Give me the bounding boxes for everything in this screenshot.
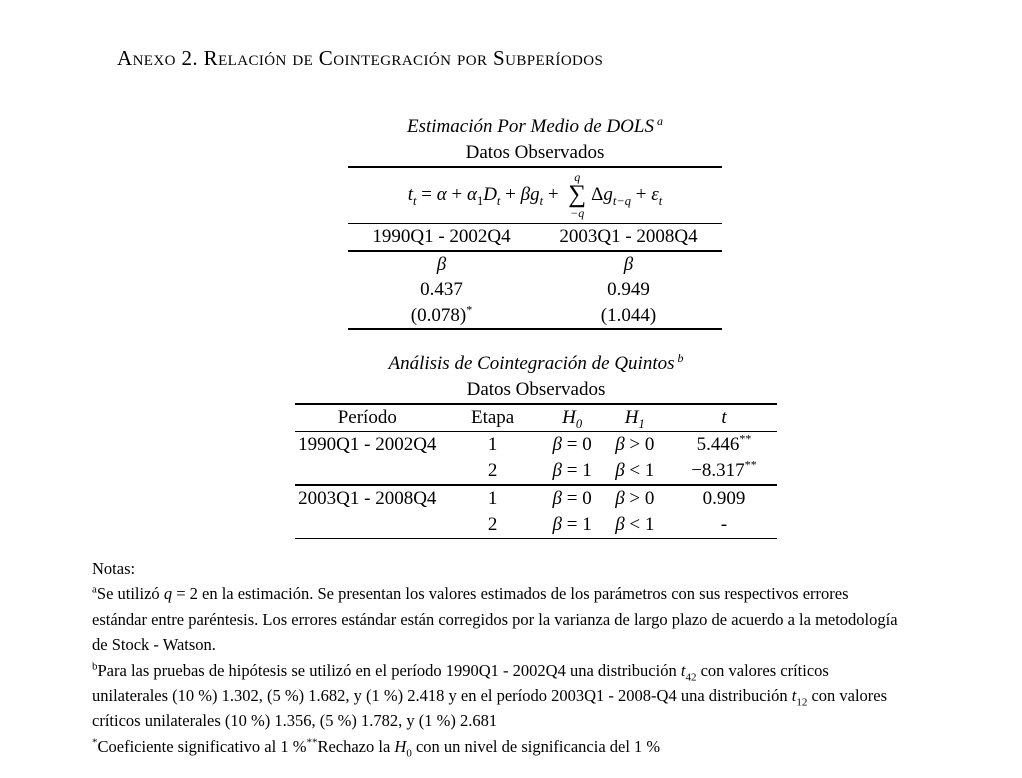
cell-t-stat: 0.909 (702, 487, 746, 509)
cell-period (295, 512, 440, 538)
beta-label: β (623, 253, 634, 275)
quintos-title-text: Análisis de Cointegración de Quintos (388, 353, 675, 374)
dols-equation (348, 168, 722, 223)
col-header-t: t (721, 406, 727, 428)
page-title: Anexo 2. Relación de Cointegración por Subperíodos (117, 46, 604, 70)
dols-table (348, 114, 722, 330)
note-a-line2: estándar entre paréntesis. Los errores estándar están corregidos por la varianza de largo plazo de acuerdo a la metodología (92, 609, 898, 629)
period-header: 2003Q1 - 2008Q4 (559, 226, 698, 247)
std-error-value: (1.044) (600, 304, 657, 326)
cell-t-stat: 5.446** (696, 431, 752, 455)
parameter-row (348, 252, 722, 278)
note-b-line3: críticos unilaterales (10 %) 1.356, (5 %) 1.782, y (1 %) 2.681 (92, 711, 498, 731)
dols-title-text: Estimación Por Medio de DOLS (407, 116, 654, 137)
note-b-line2: unilaterales (10 %) 1.302, (5 %) 1.682, y (1 %) 2.418 y en el período 2003Q1 - 2008-Q4 una distribución $t_{12}$ con valores (92, 686, 888, 709)
notes-section (92, 556, 1002, 759)
math-token: $\Delta g_{t-q} + \varepsilon_t$ (591, 184, 663, 208)
note-b-line1: $^b$Para las pruebas de hipótesis se utilizó en el período 1990Q1 - 2002Q4 una distribución $t_{42}$ con valores críticos (92, 660, 829, 683)
cell-etapa: 2 (487, 460, 498, 481)
cell-etapa: 1 (487, 434, 498, 455)
col-header-periodo: Período (337, 406, 397, 428)
beta-label: β (436, 253, 447, 275)
cell-h0: β = 0 (552, 434, 592, 455)
cell-h1: β > 0 (615, 487, 655, 509)
cell-etapa: 2 (487, 513, 498, 535)
cell-t-stat: −8.317** (691, 457, 757, 481)
cell-h1: β < 1 (615, 460, 655, 481)
cell-period: 2003Q1 - 2008Q4 (298, 487, 437, 509)
cell-etapa: 1 (487, 487, 498, 509)
footnote-marker-b: b (677, 350, 684, 365)
period-header: 1990Q1 - 2002Q4 (372, 226, 511, 247)
cell-h1: β < 1 (615, 513, 655, 535)
cell-t-stat: - (720, 513, 728, 535)
col-header-etapa: Etapa (470, 406, 515, 428)
dols-table-title (348, 114, 722, 139)
table-row (295, 512, 777, 538)
estimate-row (348, 277, 722, 303)
table-rule (295, 538, 777, 540)
col-header-h0: $H_0$ (562, 406, 583, 431)
note-a-line3: de Stock - Watson. (92, 635, 216, 655)
table-row (295, 432, 777, 458)
std-error-row (348, 303, 722, 329)
estimate-value: 0.949 (607, 279, 650, 301)
quintos-table-title (295, 351, 777, 376)
quintos-table (295, 351, 777, 539)
cell-h0: β = 0 (552, 487, 592, 509)
quintos-table-subtitle: Datos Observados (466, 379, 606, 400)
footnote-marker-b: b (92, 660, 98, 673)
estimate-value: 0.437 (420, 279, 463, 301)
star-marker: * (92, 736, 98, 749)
period-header-row (348, 224, 722, 250)
table-row (295, 458, 777, 484)
summation-symbol: q ∑ −q (568, 170, 587, 220)
footnote-marker-a: a (92, 583, 97, 596)
cell-period (295, 458, 440, 484)
footnote-marker-a: a (656, 113, 663, 128)
cell-h0: β = 1 (552, 460, 592, 481)
table-rule (348, 328, 722, 330)
std-error-value: (0.078)* (410, 302, 473, 326)
notes-label: Notas: (92, 559, 136, 578)
note-a-line1: $^a$Se utilizó q = 2 en la estimación. Se presentan los valores estimados de los parámetros con sus respectivos errores (92, 583, 849, 604)
cell-h1: β > 0 (615, 434, 655, 455)
col-header-h1: $H_1$ (624, 406, 645, 431)
significance-note: *Coeficiente significativo al 1 %**Rechazo la $H_0$ con un nivel de significancia del 1 % (92, 736, 661, 760)
math-token: $t_t = \alpha + \alpha_1D_t + \beta g_t$ + (407, 184, 564, 208)
cell-period: 1990Q1 - 2002Q4 (298, 434, 437, 455)
table-row (295, 486, 777, 512)
dols-table-subtitle: Datos Observados (465, 142, 605, 163)
cell-h0: β = 1 (552, 513, 592, 535)
column-header-row (295, 405, 777, 431)
double-star-marker: ** (306, 736, 318, 749)
